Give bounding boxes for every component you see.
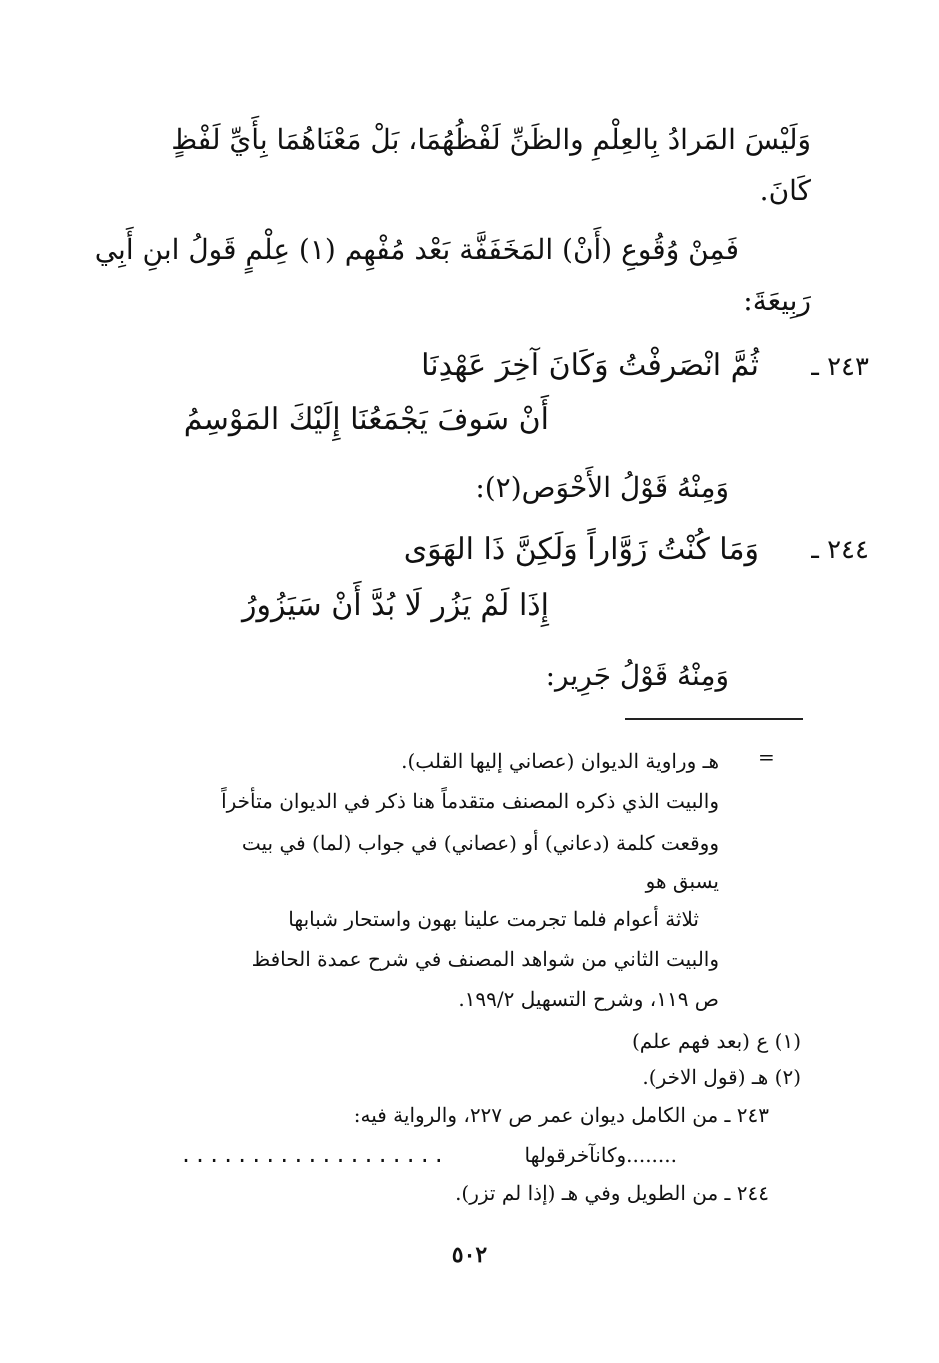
verse-243-line1: ثُمَّ انْصَرفْتُ وَكَانَ آخِرَ عَهْدِنَا bbox=[421, 348, 759, 383]
verse-244-line2: إِذَا لَمْ يَزُر لَا بُدَّ أَنْ سَيَزُورُ bbox=[241, 588, 549, 623]
footnote-243-dots: ................... bbox=[180, 1143, 447, 1167]
footnote-243: ٢٤٣ ـ من الكامل ديوان عمر ص ٢٢٧، والرواية فيه: bbox=[353, 1103, 769, 1127]
footnote-1: (١) ع (بعد فهم علم) bbox=[631, 1029, 801, 1053]
intro-244: وَمِنْهُ قَوْلُ الأَحْوَص(٢): bbox=[475, 471, 729, 504]
footnote-cont-line7: ص ١١٩، وشرح التسهيل ١٩٩/٢. bbox=[458, 987, 719, 1011]
para1-line1: وَلَيْسَ المَرادُ بِالعِلْمِ والظَنِّ لَفْظُهُمَا، بَلْ مَعْنَاهُمَا بِأَيِّ لَفْظٍ bbox=[171, 123, 811, 156]
footnote-cont-line5: ثلاثة أعوام فلما تجرمت علينا بهون واستحار شبابها bbox=[288, 907, 699, 931]
footnote-cont-line6: والبيت الثاني من شواهد المصنف في شرح عمدة الحافظ bbox=[251, 947, 719, 971]
intro-245: وَمِنْهُ قَوْلُ جَرِير: bbox=[545, 659, 729, 692]
para2-line2: رَبِيعَةَ: bbox=[743, 284, 811, 317]
verse-243-number: ٢٤٣ ـ bbox=[811, 352, 869, 382]
footnote-cont-line1: هـ وراوية الديوان (عصاني إليها القلب). bbox=[401, 749, 719, 773]
footnote-separator bbox=[625, 718, 803, 720]
verse-244-number: ٢٤٤ ـ bbox=[811, 535, 869, 565]
para1-line2: كَانَ. bbox=[759, 174, 811, 207]
footnote-243-quote: ........وكانآخرقولها bbox=[524, 1143, 677, 1167]
footnote-cont-line2: والبيت الذي ذكره المصنف متقدماً هنا ذكر في الديوان متأخراً bbox=[221, 789, 719, 813]
para2-line1: فَمِنْ وُقُوعِ (أَنْ) المَخَفَفَّة بَعْد مُفْهِم (١) عِلْمٍ قَولُ ابنِ أَبِي bbox=[94, 233, 739, 266]
footnote-continuation-mark: = bbox=[758, 745, 775, 769]
footnote-cont-line3: ووقعت كلمة (دعاني) أو (عصاني) في جواب (لما) في بيت bbox=[241, 831, 719, 855]
footnote-cont-line4: يسبق هو bbox=[645, 869, 719, 893]
footnote-2: (٢) هـ (قول الاخر). bbox=[642, 1065, 801, 1089]
page-number: ٥٠٢ bbox=[451, 1242, 488, 1268]
footnote-244: ٢٤٤ ـ من الطويل وفي هـ (إذا لم تزر). bbox=[455, 1181, 769, 1205]
verse-243-line2: أَنْ سَوفَ يَجْمَعُنَا إِلَيْكَ المَوْسِمُ bbox=[183, 402, 549, 437]
verse-244-line1: وَمَا كُنْتُ زَوَّاراً وَلَكِنَّ ذَا الهَوَى bbox=[403, 532, 759, 567]
